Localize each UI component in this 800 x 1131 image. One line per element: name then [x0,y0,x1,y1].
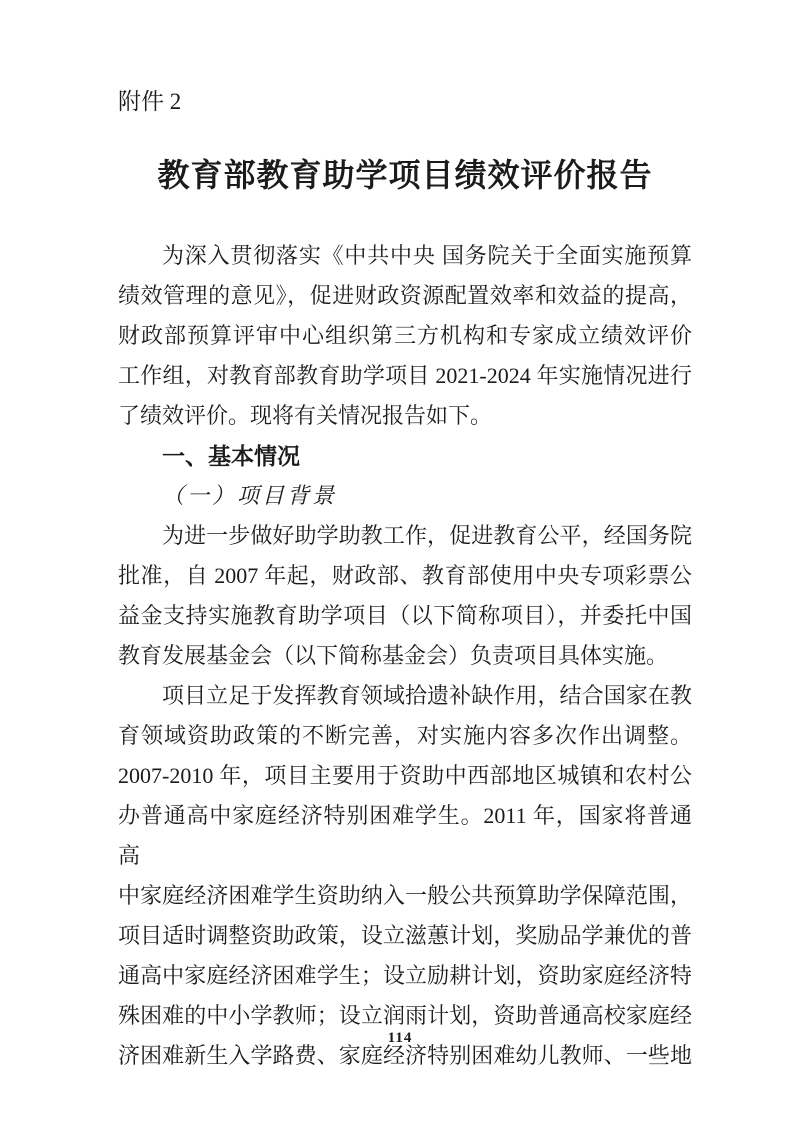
text-line: 了绩效评价。现将有关情况报告如下。 [118,403,493,428]
paragraph-intro [118,236,692,436]
paragraph-project-history [118,676,692,1076]
text-line: 工作组，对教育部教育助学项目 2021-2024 年实施情况进行 [118,363,692,388]
text-line: 批准，自 2007 年起，财政部、教育部使用中央专项彩票公 [118,563,692,588]
text-line: 项目立足于发挥教育领域拾遗补缺作用，结合国家在教 [162,683,692,708]
text-line: 殊困难的中小学教师；设立润雨计划，资助普通高校家庭经 [118,1003,692,1028]
attachment-label: 附件 2 [118,89,182,114]
text-line: 教育发展基金会（以下简称基金会）负责项目具体实施。 [118,643,669,668]
text-line: 益金支持实施教育助学项目（以下简称项目），并委托中国 [118,603,692,628]
text-line: 绩效管理的意见》，促进财政资源配置效率和效益的提高， [118,283,692,308]
text-line: 济困难新生入学路费、家庭经济特别困难幼儿教师、一些地 [118,1043,692,1068]
document-title: 教育部教育助学项目绩效评价报告 [157,157,653,193]
text-line: 为深入贯彻落实《中共中央 国务院关于全面实施预算 [162,243,692,268]
text-line: 2007-2010 年，项目主要用于资助中西部地区城镇和农村公 [118,763,692,788]
text-line: 为进一步做好助学助教工作，促进教育公平，经国务院 [162,523,692,548]
subsection-heading-project-background: （一）项目背景 [162,483,338,508]
document-content [118,0,692,1076]
text-line: 财政部预算评审中心组织第三方机构和专家成立绩效评价 [118,323,692,348]
paragraph-background [118,516,692,676]
page-number: 114 [387,1030,413,1046]
text-line: 中家庭经济困难学生资助纳入一般公共预算助学保障范围， [118,883,692,908]
text-line: 通高中家庭经济困难学生；设立励耕计划，资助家庭经济特 [118,963,692,988]
text-line: 办普通高中家庭经济特别困难学生。2011 年，国家将普通高 [118,803,692,868]
text-line: 项目适时调整资助政策，设立滋蕙计划，奖励品学兼优的普 [118,923,692,948]
section-heading-basic-situation: 一、基本情况 [162,443,300,469]
text-line: 育领域资助政策的不断完善，对实施内容多次作出调整。 [118,723,692,748]
